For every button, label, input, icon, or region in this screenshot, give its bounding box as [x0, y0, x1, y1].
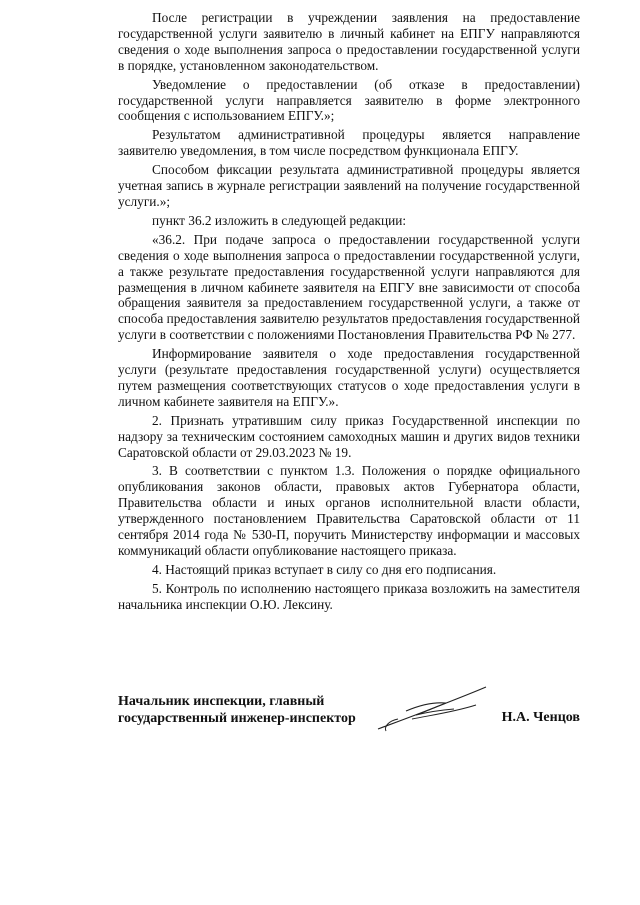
document-body [118, 10, 580, 616]
position-line-2: государственный инженер-инспектор [118, 711, 356, 726]
paragraph-item-3: 3. В соответствии с пунктом 1.3. Положения о порядке официального опубликования законов области, правовых актов Губернатора области, Правительства области и иных органов исполнительной власти области, утвержденного постановлением Правительства Саратовской области от 11 сентября 2014 года № 530-П, поручить Министерству информации и массовых коммуникаций области опубликование настоящего приказа. [118, 463, 580, 558]
signatory-name: Н.А. Ченцов [501, 710, 580, 725]
paragraph-item-2: 2. Признать утратившим силу приказ Государственной инспекции по надзору за техническим состоянием самоходных машин и других видов техники Саратовской области от 29.03.2023 № 19. [118, 412, 580, 460]
paragraph-fixation: Способом фиксации результата административной процедуры является учетная запись в журнале регистрации заявлений на получение государственной услуги.»; [118, 162, 580, 209]
paragraph-item-4: 4. Настоящий приказ вступает в силу со дня его подписания. [152, 561, 497, 577]
paragraph-clause-36-2: «36.2. При подаче запроса о предоставлении государственной услуги сведения о ходе выполнения запроса о предоставлении государственной услуги, а также результате предоставления государственной услуги направляются для размещения в личном кабинете заявителя на ЕПГУ вне зависимости от способа обращения заявителя за предоставлением государственной услуги, а также от способа предоставления заявителю результатов предоставления государственной услуги в соответствии с положениями Постановления Правительства РФ № 277. [118, 231, 580, 343]
paragraph-informing: Информирование заявителя о ходе предоставления государственной услуги (результате предоставления государственной услуги) осуществляется путем размещения соответствующих статусов о ходе предоставления услуги в личном кабинете заявителя на ЕПГУ.». [118, 346, 580, 409]
paragraph-result: Результатом административной процедуры является направление заявителю уведомления, в том числе посредством функционала ЕПГУ. [118, 127, 580, 159]
paragraph-item-5: 5. Контроль по исполнению настоящего приказа возложить на заместителя начальника инспекции О.Ю. Лексину. [118, 580, 580, 612]
handwritten-signature [376, 685, 488, 733]
signature-block [118, 693, 580, 743]
signatory-position [118, 693, 356, 727]
paragraph-notification: Уведомление о предоставлении (об отказе в предоставлении) государственной услуги направляется заявителю в форме электронного сообщения с использованием ЕПГУ.»; [118, 76, 580, 124]
position-line-1: Начальник инспекции, главный [118, 694, 325, 709]
paragraph-clause-36-2-intro: пункт 36.2 изложить в следующей редакции: [152, 212, 407, 228]
paragraph-registration: После регистрации в учреждении заявления на предоставление государственной услуги заявителю в личный кабинет на ЕПГУ направляются сведения о ходе выполнения запроса о предоставлении государственной услуги в порядке, установленном законодательством. [118, 10, 580, 73]
